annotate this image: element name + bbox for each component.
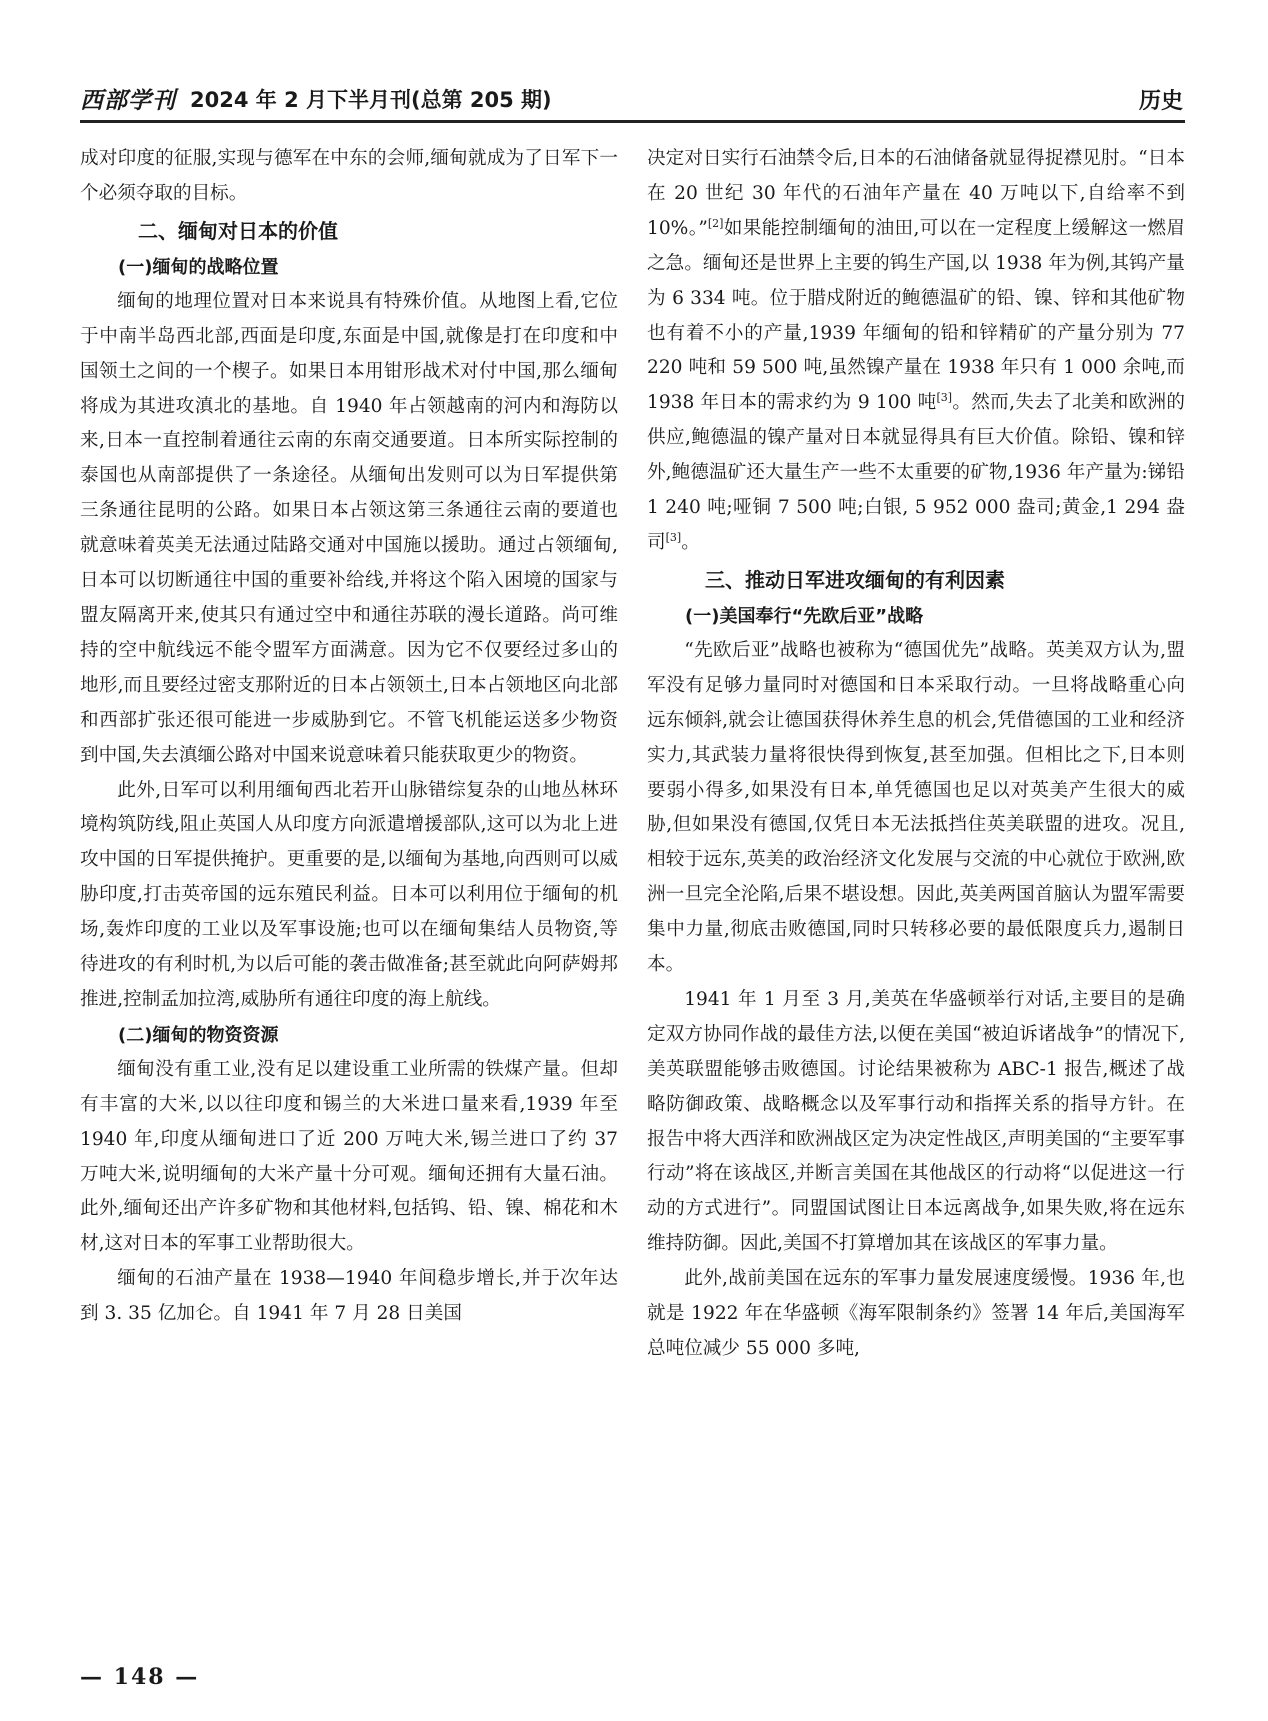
paragraph-text: 。 [681, 531, 700, 553]
paragraph-text: 。然而,失去了北美和欧洲的供应,鲍德温的镍产量对日本就显得具有巨大价值。除铅、镍和锌外,鲍德温矿还大量生产一些不太重要的矿物,1936 年产量为:锑铅 1 240 吨;哑铜 7 500 吨;白银, 5 952 000 盎司;黄金,1 294 盎司 [647, 392, 1185, 553]
paragraph [647, 142, 1185, 561]
section-heading: 二、缅甸对日本的价值 [138, 218, 338, 243]
subsection-heading: (二)缅甸的物资资源 [118, 1024, 279, 1046]
paragraph: 1941 年 1 月至 3 月,美英在华盛顿举行对话,主要目的是确定双方协同作战的最佳方法,以便在美国“被迫诉诸战争”的情况下,美英联盟能够击败德国。讨论结果被称为 ABC-1 报告,概述了战略防御政策、战略概念以及军事行动和指挥关系的指导方针。在报告中将大西洋和欧洲战区定为决定性战区,声明美国的“主要军事行动”将在该战区,并断言美国在其他战区的行动将“以促进这一行动的方式进行”。同盟国试图让日本远离战争,如果失败,将在远东维持防御。因此,美国不打算增加其在该战区的军事力量。 [647, 988, 1185, 1255]
right-column [647, 142, 1185, 1367]
running-header [80, 82, 1185, 123]
paragraph: 此外,战前美国在远东的军事力量发展速度缓慢。1936 年,也就是 1922 年在华盛顿《海军限制条约》签署 14 年后,美国海军总吨位减少 55 000 多吨, [647, 1268, 1185, 1359]
paragraph-text: 决定对日实行石油禁令后,日本的石油储备就显得捉襟见肘。“日本在 20 世纪 30 年代的石油年产量在 40 万吨以下,自给率不到 10%。” [647, 148, 1185, 239]
paragraph: 缅甸的地理位置对日本来说具有特殊价值。从地图上看,它位于中南半岛西北部,西面是印度,东面是中国,就像是打在印度和中国领土之间的一个楔子。如果日本用钳形战术对付中国,那么缅甸将成为其进攻滇北的基地。自 1940 年占领越南的河内和海防以来,日本一直控制着通往云南的东南交通要道。日本所实际控制的泰国也从南部提供了一条途径。从缅甸出发则可以为日军提供第三条通往昆明的公路。如果日本占领这第三条通往云南的要道也就意味着英美无法通过陆路交通对中国施以援助。通过占领缅甸,日本可以切断通往中国的重要补给线,并将这个陷入困境的国家与盟友隔离开来,使其只有通过空中和通往苏联的漫长道路。尚可维持的空中航线远不能令盟军方面满意。因为它不仅要经过多山的地形,而且要经过密支那附近的日本占领领土,日本占领地区向北部和西部扩张还很可能进一步威胁到它。不管飞机能运送多少物资到中国,失去滇缅公路对中国来说意味着只能获取更少的物资。 [80, 290, 618, 766]
subsection-heading: (一)缅甸的战略位置 [118, 256, 279, 278]
paragraph: 缅甸没有重工业,没有足以建设重工业所需的铁煤产量。但却有丰富的大米,以以往印度和锡兰的大米进口量来看,1939 年至 1940 年,印度从缅甸进口了近 200 万吨大米,锡兰进口了约 37 万吨大米,说明缅甸的大米产量十分可观。缅甸还拥有大量石油。此外,缅甸还出产许多矿物和其他材料,包括钨、铅、镍、棉花和木材,这对日本的军事工业帮助很大。 [80, 1058, 618, 1255]
paragraph: 缅甸的石油产量在 1938—1940 年间稳步增长,并于次年达到 3. 35 亿加仑。自 1941 年 7 月 28 日美国 [80, 1268, 618, 1325]
section-heading: 三、推动日军进攻缅甸的有利因素 [705, 567, 1005, 592]
paragraph: 成对印度的征服,实现与德军在中东的会师,缅甸就成为了日军下一个必须夺取的目标。 [80, 148, 618, 204]
page-number: — 148 — [80, 1664, 200, 1690]
citation-ref: [2] [707, 216, 724, 230]
subsection-heading: (一)美国奉行“先欧后亚”战略 [685, 605, 924, 627]
paragraph: 此外,日军可以利用缅甸西北若开山脉错综复杂的山地丛林环境构筑防线,阻止英国人从印度方向派遣增援部队,这可以为北上进攻中国的日军提供掩护。更重要的是,以缅甸为基地,向西则可以威胁印度,打击英帝国的远东殖民利益。日本可以利用位于缅甸的机场,轰炸印度的工业以及军事设施;也可以在缅甸集结人员物资,等待进攻的有利时机,为以后可能的袭击做准备;甚至就此向阿萨姆邦推进,控制孟加拉湾,威胁所有通往印度的海上航线。 [80, 779, 618, 1010]
journal-logo: 西部学刊 [80, 87, 176, 114]
paragraph: “先欧后亚”战略也被称为“德国优先”战略。英美双方认为,盟军没有足够力量同时对德国和日本采取行动。一旦将战略重心向远东倾斜,就会让德国获得休养生息的机会,凭借德国的工业和经济实力,其武装力量将很快得到恢复,甚至加强。但相比之下,日本则要弱小得多,如果没有日本,单凭德国也足以对英美产生很大的威胁,但如果没有德国,仅凭日本无法抵挡住英美联盟的进攻。况且,相较于远东,英美的政治经济文化发展与交流的中心就位于欧洲,欧洲一旦完全沦陷,后果不堪设想。因此,英美两国首脑认为盟军需要集中力量,彻底击败德国,同时只转移必要的最低限度兵力,遏制日本。 [647, 639, 1185, 976]
citation-ref: [3] [936, 391, 953, 405]
issue-info: 2024 年 2 月下半月刊(总第 205 期) [190, 88, 552, 112]
left-column [80, 142, 618, 1332]
section-label: 历史 [1138, 89, 1183, 114]
paragraph-text: 如果能控制缅甸的油田,可以在一定程度上缓解这一燃眉之急。缅甸还是世界上主要的钨生产国,以 1938 年为例,其钨产量为 6 334 吨。位于腊戍附近的鲍德温矿的铅、镍、锌和其他矿物也有着不小的产量,1939 年缅甸的铅和锌精矿的产量分别为 77 220 吨和 59 500 吨,虽然镍产量在 1938 年只有 1 000 余吨,而 1938 年日本的需求约为 9 100 吨 [647, 217, 1185, 414]
citation-ref: [3] [665, 530, 682, 544]
